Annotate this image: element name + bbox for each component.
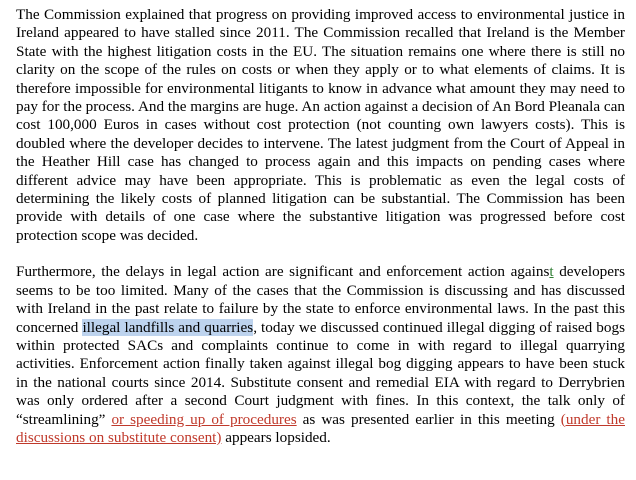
text-segment: as was presented earlier in this meeting <box>296 410 561 428</box>
selected-text-highlight[interactable]: illegal landfills and quarries <box>82 318 254 336</box>
document-body <box>16 6 625 447</box>
text-segment: developers seems to be too limited. Many of the cases that the Commission is discussing and has discussed with Ireland in the past relate to failure by the state to enforce environmental laws. In the past this concerned <box>16 263 625 336</box>
paragraph-enforcement-delays <box>16 263 625 447</box>
paragraph-access-to-justice <box>16 6 625 245</box>
tracked-change-substitute-consent[interactable]: (under the discussions on substitute consent) <box>16 410 625 446</box>
tracked-change-speeding-up[interactable]: or speeding up of procedures <box>111 410 297 428</box>
tracked-insertion[interactable]: t <box>549 263 554 281</box>
text-segment: appears lopsided. <box>221 428 331 446</box>
text-segment: , today we discussed continued illegal digging of raised bogs within protected SACs and complaints continue to come in with regard to illegal quarrying activities. Enforcement action finally taken against illegal bog digging appears to have been stuck in the national courts since 2014. Substitute consent and remedial EIA with regard to Derrybrien was only ordered after a second Court judgment with fines. In this context, the talk only of “streamlining” <box>16 318 625 428</box>
text-segment: The Commission explained that progress on providing improved access to environmental justice in Ireland appeared to have stalled since 2011. The Commission recalled that Ireland is the Member State with the highest litigation costs in the EU. The situation remains one where there is still no clarity on the scope of the rules on costs or when they apply or to what elements of claims. It is therefore impossible for environmental litigants to know in advance what amount they may need to pay for the process. And the margins are huge. An action against a decision of An Bord Pleanala can cost 100,000 Euros in cases without cost protection (not counting own lawyers costs). This is doubled where the developer decides to intervene. The latest judgment from the Court of Appeal in the Heather Hill case has changed to process again and this impacts on pending cases where different advice may have been appropriate. This is problematic as even the legal costs of determining the likely costs of planned litigation can be substantial. The Commission has been provide with details of one case where the substantive litigation was progressed before cost protection scope was decided. <box>16 6 625 244</box>
text-segment: Furthermore, the delays in legal action are significant and enforcement action agains <box>16 263 550 281</box>
